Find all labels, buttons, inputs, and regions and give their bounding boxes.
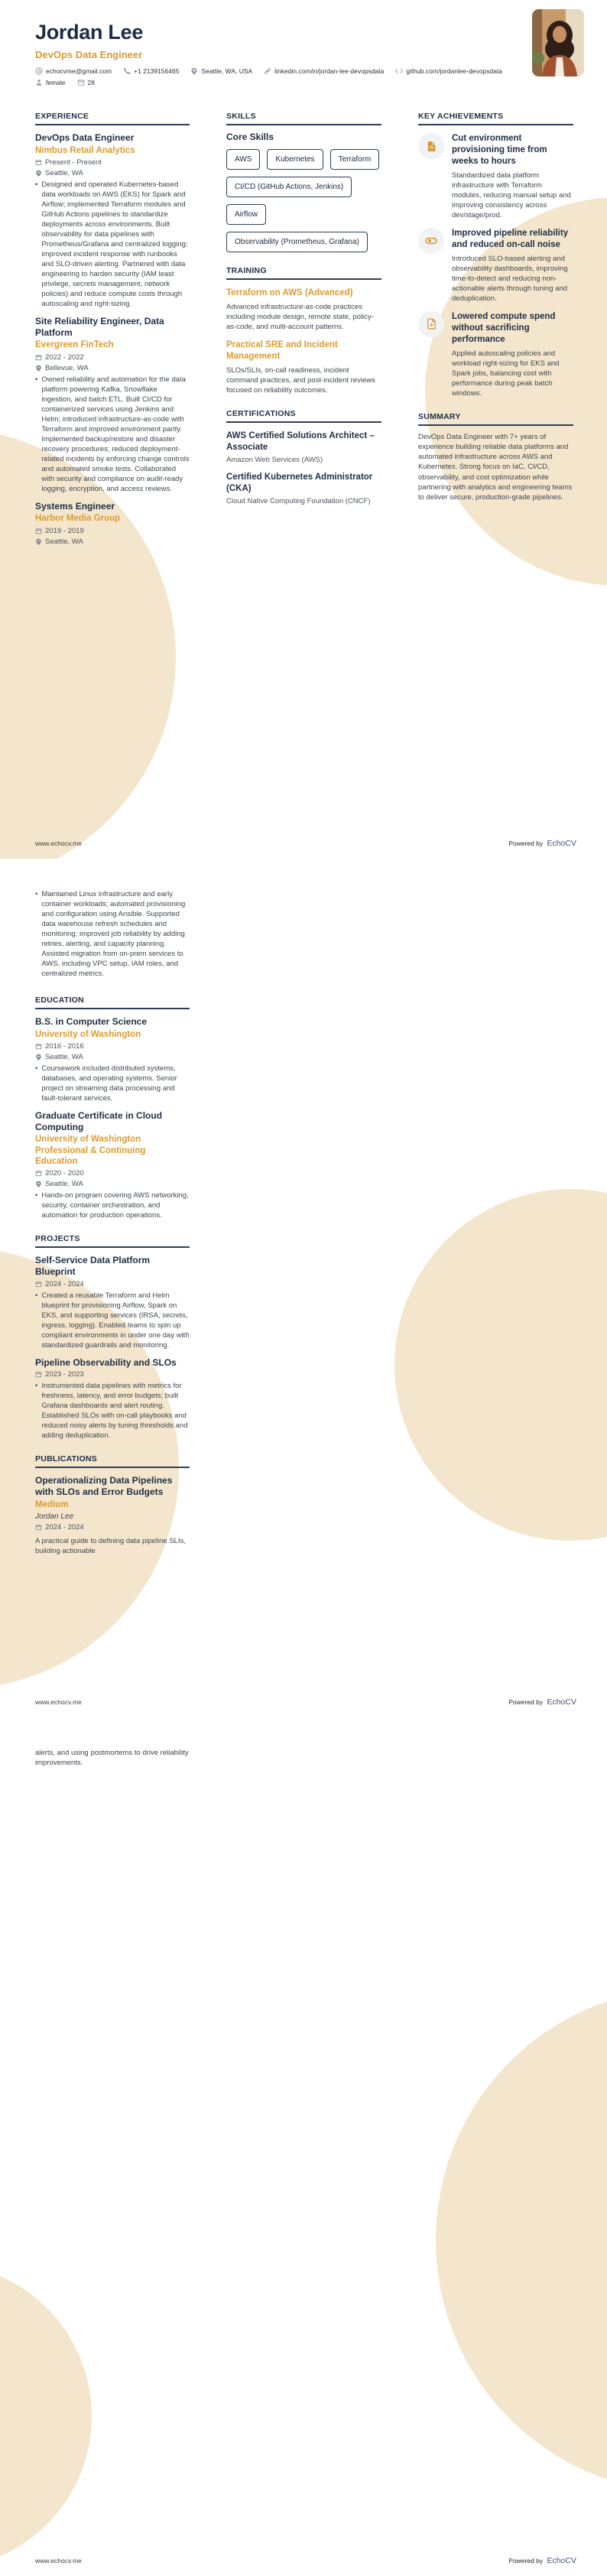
location-row — [35, 1180, 190, 1188]
achievement-icon-circle — [418, 133, 444, 159]
section-training — [226, 266, 381, 395]
education-entry — [35, 1016, 190, 1103]
bullet-dot: • — [35, 375, 38, 384]
bullet-text: Hands-on program covering AWS networking, security, container orchestration, and automation for production operations. — [41, 1191, 189, 1220]
contact-github-text: github.com/jordanlee-devopsdata — [406, 67, 503, 75]
experience-entry — [35, 501, 190, 546]
calendar-icon — [35, 1281, 42, 1288]
experience-entry — [35, 316, 190, 494]
location-row — [35, 1053, 190, 1061]
bullet-item — [35, 889, 190, 979]
section-heading: KEY ACHIEVEMENTS — [418, 112, 573, 125]
footer-powered-prefix: Powered by — [508, 840, 544, 847]
bullet-item — [35, 1381, 190, 1441]
column-experience — [35, 112, 190, 546]
dates-row — [35, 1370, 190, 1379]
calendar-icon — [35, 1371, 42, 1378]
page-3 — [0, 1717, 607, 2576]
bullet-item — [35, 375, 190, 494]
achievement-body — [452, 311, 573, 398]
dates-text: Present - Present — [45, 158, 102, 167]
contact-linkedin[interactable] — [264, 67, 384, 75]
contact-github[interactable] — [395, 67, 502, 75]
column-skills — [226, 112, 381, 505]
training-title: Practical SRE and Incident Management — [226, 339, 338, 361]
company-name: Evergreen FinTech — [35, 340, 114, 350]
contact-age-text: 28 — [87, 78, 95, 86]
bullet-text: Maintained Linux infrastructure and early container workloads; automated provisioning and configuration using Ansible. Supported data warehouse refresh schedules and monitoring; improved job reliability by adding retries, alerting, and capacity planning. Assisted migration from on-prem services to AWS, including VPC setup, IAM roles, and centralized metrics. — [41, 890, 186, 978]
section-heading: TRAINING — [226, 266, 381, 280]
training-description: SLOs/SLIs, on-call readiness, incident command practices, and post-incident reviews focused on reliability outcomes. — [226, 365, 375, 395]
dates-text: 2024 - 2024 — [45, 1522, 84, 1532]
bullet-text: Instrumented data pipelines with metrics for freshness, latency, and error budgets; built Grafana dashboards and alert routing. Established SLOs with on-call playbooks and reduced noisy alerts by tuning thresholds and adding deduplication. — [41, 1382, 188, 1441]
decorative-circle — [394, 1189, 607, 1541]
achievement-description: Standardized data platform infrastructure with Terraform modules, reducing manual setup and improving consistency across dev/stage/prod. — [452, 171, 571, 219]
training-item — [226, 339, 381, 395]
company-name: Nimbus Retail Analytics — [35, 145, 135, 155]
footer-site-link[interactable]: www.echocv.me — [35, 1698, 82, 1706]
achievement-description: Applied autoscaling policies and workload right-sizing for EKS and Spark jobs, balancing cost with performance during peak batch windows. — [452, 349, 560, 398]
footer-powered — [508, 2556, 576, 2565]
contact-email-text: echocvme@gmail.com — [46, 67, 112, 75]
page-footer — [35, 839, 576, 848]
bullet-text: Owned reliability and automation for the data platform powering Kafka, Snowflake ingestion, and batch ETL. Built CI/CD for containerized services using Jenkins and Helm; introduced infrastructure-as-code with Terraform and improved environment parity. Implemented backup/restore and disaster recovery procedures; reduced deployment-related incidents by enforcing change controls and automated smoke tests. Collaborated with security and compliance on audit-ready logging, encryption, and access reviews. — [41, 375, 190, 493]
footer-brand-link[interactable]: EchoCV — [547, 839, 576, 848]
page-footer — [35, 1697, 576, 1707]
achievement-icon-circle — [418, 228, 444, 254]
footer-site-link[interactable]: www.echocv.me — [35, 840, 82, 847]
candidate-title: DevOps Data Engineer — [35, 48, 143, 60]
at-icon — [35, 67, 43, 75]
degree-title: Graduate Certificate in Cloud Computing — [35, 1110, 163, 1132]
bullet-text: Designed and operated Kubernetes-based data workloads on AWS (EKS) for Spark and Airflow; implemented Terraform modules and GitHub Actions pipelines to standardize deployments across environments. Built observability for data pipelines with Prometheus/Grafana and centralized logging; improved incident response with runbooks and SLO-driven alerting. Partnered with data engineering to harden security (IAM least privilege, secrets management, network policies) and reduce compute costs through autoscaling and right-sizing. — [41, 180, 188, 308]
contact-location — [190, 67, 252, 75]
footer-brand-link[interactable]: EchoCV — [547, 2556, 576, 2565]
location-row — [35, 169, 190, 177]
achievement-title: Cut environment provisioning time from weeks to hours — [452, 134, 547, 166]
file-icon — [426, 141, 437, 152]
resume-header — [35, 21, 524, 86]
school-name: University of Washington — [35, 1029, 141, 1039]
section-certifications — [226, 409, 381, 505]
skill-chip: Kubernetes — [267, 149, 323, 170]
dates-row — [35, 1280, 190, 1288]
bullet-dot: • — [35, 1382, 38, 1391]
bullet-dot: • — [35, 890, 38, 898]
column-achievements — [418, 112, 573, 503]
section-experience — [35, 112, 190, 546]
skill-chip: Observability (Prometheus, Grafana) — [226, 232, 368, 252]
publication-description-continued: alerts, and using postmortems to drive reliability improvements. — [35, 1749, 189, 1767]
footer-powered-prefix: Powered by — [508, 1698, 544, 1706]
skill-chip: AWS — [226, 149, 260, 170]
dates-row — [35, 1042, 190, 1051]
achievement-body — [452, 228, 573, 304]
job-title: Systems Engineer — [35, 500, 115, 512]
toggle-icon — [425, 235, 437, 247]
certification-title: Certified Kubernetes Administrator (CKA) — [226, 472, 373, 493]
code-icon — [395, 67, 403, 75]
certification-title: AWS Certified Solutions Architect – Associate — [226, 430, 375, 452]
skill-chip: Airflow — [226, 204, 266, 225]
section-heading: SUMMARY — [418, 412, 573, 426]
publication-author: Jordan Lee — [35, 1512, 74, 1521]
section-skills — [226, 112, 381, 252]
bullet-item — [35, 1291, 190, 1350]
bullet-text: Created a reusable Terraform and Helm blueprint for provisioning Airflow, Spark on EKS, and supporting services (IRSA, secrets, ingress, logging). Enabled teams to spin up compliant environments in under one day with standardized guardrails and monitoring. — [41, 1291, 190, 1350]
degree-title: B.S. in Computer Science — [35, 1016, 148, 1027]
certification-issuer: Amazon Web Services (AWS) — [226, 455, 323, 464]
pin-icon — [35, 170, 42, 177]
dates-row — [35, 158, 190, 167]
dates-row — [35, 1523, 190, 1532]
calendar-icon — [77, 79, 85, 86]
job-title: Site Reliability Engineer, Data Platform — [35, 316, 164, 338]
location-text: Seattle, WA — [45, 1180, 83, 1189]
dates-row — [35, 527, 190, 535]
pin-icon — [35, 538, 42, 545]
education-entry — [35, 1110, 190, 1220]
section-heading: EXPERIENCE — [35, 112, 190, 125]
section-publications — [35, 1454, 190, 1556]
location-row — [35, 364, 190, 372]
project-entry — [35, 1357, 190, 1441]
achievement-item — [418, 133, 573, 220]
skill-chip-list — [226, 149, 381, 252]
publication-description: A practical guide to defining data pipeline SLIs, building actionable — [35, 1536, 186, 1555]
dates-text: 2020 - 2020 — [45, 1169, 84, 1178]
footer-powered — [508, 839, 576, 848]
candidate-name: Jordan Lee — [35, 21, 144, 44]
calendar-icon — [35, 528, 42, 534]
calendar-icon — [35, 1524, 42, 1531]
bullet-item — [35, 180, 190, 309]
section-heading: SKILLS — [226, 112, 381, 125]
job-title: DevOps Data Engineer — [35, 132, 135, 143]
location-text: Bellevue, WA — [45, 363, 89, 372]
calendar-icon — [35, 159, 42, 166]
achievement-item — [418, 228, 573, 304]
section-projects — [35, 1234, 190, 1441]
person-icon — [35, 79, 43, 86]
summary-text: DevOps Data Engineer with 7+ years of experience building reliable data platforms and automated infrastructure across AWS and Kubernetes. Strong focus on IaC, CI/CD, observability, and cost optimization while partnering with analytics and engineering teams to deliver secure, production-grade pipelines. — [418, 432, 573, 502]
training-title: Terraform on AWS (Advanced) — [226, 288, 353, 297]
contact-gender-text: female — [46, 78, 66, 86]
footer-brand-link[interactable]: EchoCV — [547, 1697, 576, 1707]
experience-entry — [35, 132, 190, 309]
location-row — [35, 538, 190, 546]
section-heading: CERTIFICATIONS — [226, 409, 381, 423]
profile-photo-image — [532, 9, 584, 76]
location-text: Seattle, WA — [45, 169, 83, 177]
certification-issuer: Cloud Native Computing Foundation (CNCF) — [226, 496, 371, 505]
project-entry — [35, 1255, 190, 1350]
page-1 — [0, 0, 607, 859]
school-name: University of Washington Professional & Continuing Education — [35, 1135, 146, 1166]
dates-text: 2022 - 2022 — [45, 352, 84, 362]
dates-text: 2019 - 2019 — [45, 526, 84, 535]
achievement-description: Introduced SLO-based alerting and observability dashboards, improving time-to-detect and reducing non-actionable alerts through tuning and deduplication. — [452, 254, 568, 303]
contact-phone[interactable] — [123, 67, 179, 75]
column-continued — [35, 1748, 190, 1768]
bullet-item — [35, 1191, 190, 1220]
bullet-dot: • — [35, 1064, 38, 1073]
bullet-item — [35, 1064, 190, 1103]
section-heading: PUBLICATIONS — [35, 1454, 190, 1468]
training-description: Advanced infrastructure-as-code practices including module design, remote state, policy-as-code, and multi-account patterns. — [226, 302, 374, 331]
column-continued — [35, 889, 190, 1556]
section-achievements — [418, 112, 573, 398]
dates-row — [35, 1169, 190, 1178]
dates-text: 2024 - 2024 — [45, 1279, 84, 1288]
contact-location-text: Seattle, WA, USA — [201, 67, 253, 75]
footer-site-link[interactable]: www.echocv.me — [35, 2557, 82, 2565]
pin-icon — [35, 1054, 42, 1061]
dates-row — [35, 353, 190, 362]
file-plus-icon — [426, 318, 437, 330]
location-text: Seattle, WA — [45, 537, 83, 546]
bullet-text: Coursework included distributed systems, databases, and operating systems. Senior project on streaming data processing and fault-tolerant services. — [41, 1064, 177, 1103]
pin-icon — [35, 1181, 42, 1187]
certification-item — [226, 430, 381, 464]
bullet-dot: • — [35, 1291, 38, 1300]
dates-text: 2023 - 2023 — [45, 1370, 84, 1379]
section-education — [35, 996, 190, 1220]
bullet-dot: • — [35, 1191, 38, 1200]
calendar-icon — [35, 1170, 42, 1177]
achievement-body — [452, 133, 573, 220]
achievement-title: Lowered compute spend without sacrificing performance — [452, 311, 556, 344]
decorative-circle — [0, 2263, 92, 2569]
section-heading: PROJECTS — [35, 1234, 190, 1248]
pin-icon — [35, 365, 42, 372]
section-heading: EDUCATION — [35, 996, 190, 1009]
location-text: Seattle, WA — [45, 1053, 83, 1061]
section-summary — [418, 412, 573, 503]
achievement-item — [418, 311, 573, 398]
link-icon — [264, 67, 271, 75]
certification-item — [226, 472, 381, 505]
publication-publisher: Medium — [35, 1499, 69, 1509]
calendar-icon — [35, 354, 42, 361]
footer-powered — [508, 1697, 576, 1707]
achievement-icon-circle — [418, 311, 444, 337]
contact-phone-text: +1 2139156465 — [134, 67, 180, 75]
project-title: Pipeline Observability and SLOs — [35, 1356, 177, 1368]
company-name: Harbor Media Group — [35, 514, 121, 524]
project-title: Self-Service Data Platform Blueprint — [35, 1255, 151, 1277]
contact-linkedin-text: linkedin.com/in/jordan-lee-devopsdata — [274, 67, 385, 75]
bullet-dot: • — [35, 180, 38, 189]
contact-email[interactable] — [35, 67, 112, 75]
skill-chip: CI/CD (GitHub Actions, Jenkins) — [226, 177, 352, 197]
page-footer — [35, 2556, 576, 2565]
phone-icon — [123, 67, 131, 75]
skill-chip: Terraform — [330, 149, 380, 170]
publication-entry — [35, 1475, 190, 1556]
decorative-circle — [436, 1988, 607, 2493]
dates-text: 2016 - 2016 — [45, 1042, 84, 1051]
pin-icon — [190, 67, 198, 75]
calendar-icon — [35, 1043, 42, 1050]
publication-title: Operationalizing Data Pipelines with SLOs and Error Budgets — [35, 1475, 173, 1497]
achievement-title: Improved pipeline reliability and reduced on-call noise — [452, 228, 569, 249]
page-2 — [0, 859, 607, 1717]
footer-powered-prefix: Powered by — [508, 2557, 544, 2565]
skill-group-title: Core Skills — [226, 132, 274, 142]
contact-age — [77, 79, 95, 86]
contact-gender — [35, 79, 66, 86]
contact-row — [35, 67, 509, 86]
profile-photo — [532, 9, 584, 76]
training-item — [226, 287, 381, 332]
